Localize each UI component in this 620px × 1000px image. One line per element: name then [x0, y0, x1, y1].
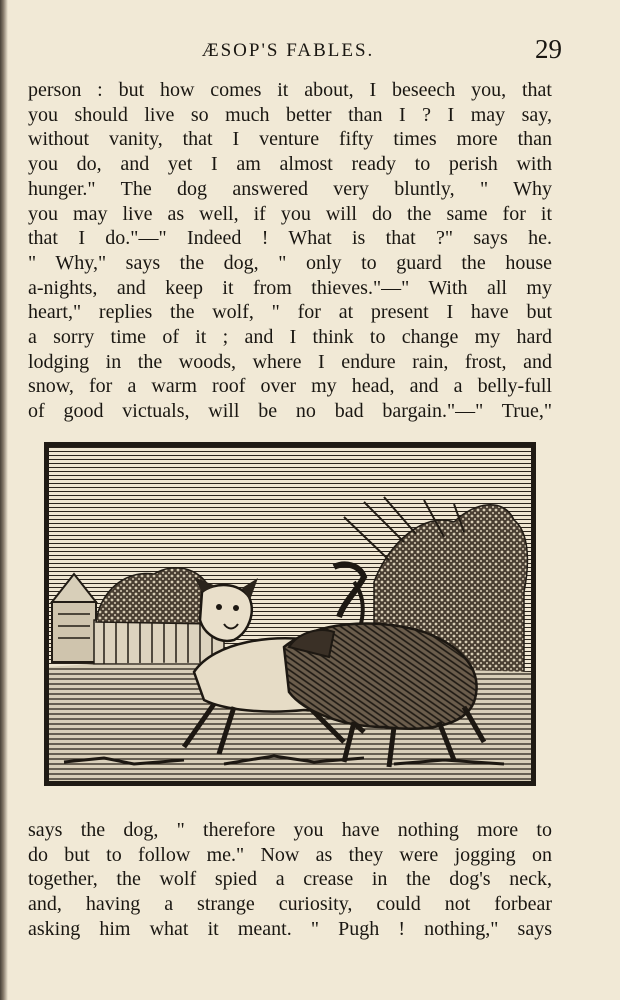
text-line: a sorry time of it ; and I think to change my hard [28, 326, 552, 349]
text-line: you should live so much better than I ? I may say, [28, 103, 552, 126]
text-line: lodging in the woods, where I endure rain, frost, and [28, 350, 552, 373]
text-line: a-nights, and keep it from thieves."—" With all my [28, 276, 552, 299]
text-line: and, having a strange curiosity, could not forbear [28, 893, 552, 916]
text-line: hunger." The dog answered very bluntly, " Why [28, 177, 552, 200]
text-line: you may live as well, if you will do the same for it [28, 202, 552, 225]
running-title: ÆSOP'S FABLES. [201, 40, 375, 61]
text-line: you do, and yet I am almost ready to perish with [28, 153, 552, 176]
text-line: do but to follow me." Now as they were jogging on [28, 843, 552, 866]
text-block-bottom [28, 818, 552, 942]
spine-shadow [0, 0, 8, 1000]
page-number: 29 [535, 34, 562, 64]
text-line: " Why," says the dog, " only to guard the house [28, 251, 552, 274]
text-line: together, the wolf spied a crease in the dog's neck, [28, 868, 552, 891]
text-block-top [28, 78, 552, 424]
text-line: heart," replies the wolf, " for at present I have but [28, 301, 552, 324]
text-line: of good victuals, will be no bad bargain."—" True," [28, 400, 552, 423]
text-line: without vanity, that I venture fifty times more than [28, 128, 552, 151]
text-line: snow, for a warm roof over my head, and a belly-full [28, 375, 552, 398]
text-line: person : but how comes it about, I beseech you, that [28, 79, 552, 101]
text-line: asking him what it meant. " Pugh ! nothing," says [28, 917, 552, 940]
woodcut-illustration [44, 442, 536, 786]
text-line: that I do."—" Indeed ! What is that ?" says he. [28, 227, 552, 250]
text-line: says the dog, " therefore you have nothing more to [28, 819, 552, 841]
